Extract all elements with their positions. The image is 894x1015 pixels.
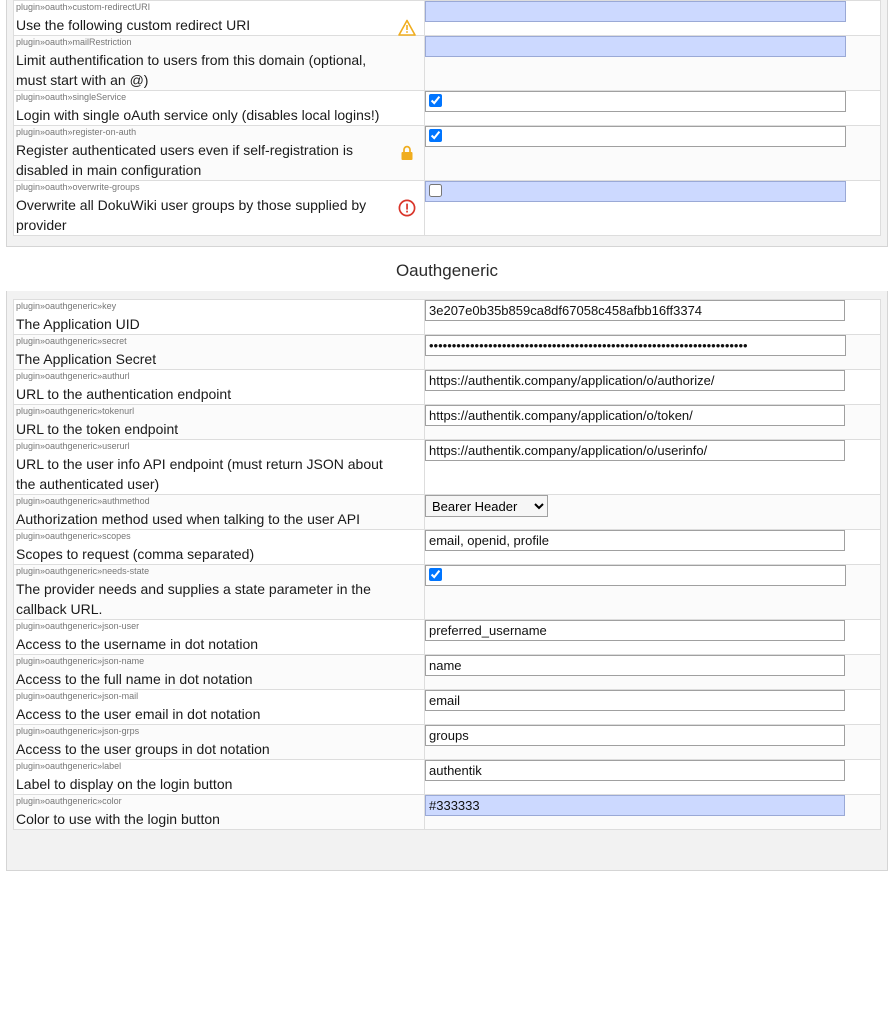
setting-row-tokenurl — [14, 405, 881, 440]
setting-value-cell — [425, 690, 881, 725]
setting-row-scopes — [14, 530, 881, 565]
setting-row-overwrite-groups — [14, 181, 881, 236]
section-title-oauthgeneric: Oauthgeneric — [395, 261, 499, 280]
setting-key: plugin»oauthgeneric»authmethod — [16, 496, 150, 506]
setting-value-cell — [425, 495, 881, 530]
userinfo-url-input[interactable] — [425, 440, 845, 461]
scopes-input[interactable] — [425, 530, 845, 551]
setting-label: The Application Secret — [16, 351, 157, 367]
panel-bottom-spacer — [13, 830, 881, 860]
setting-label-cell — [14, 690, 425, 725]
settings-table-oauth — [13, 0, 881, 236]
settings-table-oauthgeneric — [13, 299, 881, 830]
setting-label-cell — [14, 795, 425, 830]
setting-key: plugin»oauth»custom-redirectURI — [16, 2, 151, 12]
setting-label: URL to the authentication endpoint — [16, 386, 232, 402]
setting-key: plugin»oauth»register-on-auth — [16, 127, 137, 137]
setting-label-cell — [14, 335, 425, 370]
setting-value-cell — [425, 370, 881, 405]
setting-label-cell — [14, 725, 425, 760]
settings-table-body — [14, 300, 881, 830]
setting-row-mailrestriction — [14, 36, 881, 91]
setting-value-cell — [425, 405, 881, 440]
setting-label-cell — [14, 655, 425, 690]
setting-row-authurl — [14, 370, 881, 405]
login-button-label-input[interactable] — [425, 760, 845, 781]
setting-row-userurl — [14, 440, 881, 495]
setting-row-authmethod — [14, 495, 881, 530]
json-grps-input[interactable] — [425, 725, 845, 746]
setting-label-cell — [14, 565, 425, 620]
setting-key: plugin»oauthgeneric»tokenurl — [16, 406, 135, 416]
setting-row-key — [14, 300, 881, 335]
checkbox-container — [425, 565, 846, 586]
setting-label: Authorization method used when talking to the user API — [16, 511, 360, 527]
setting-row-custom-redirecturi — [14, 1, 881, 36]
setting-label-cell — [14, 405, 425, 440]
warning-icon — [398, 19, 416, 37]
setting-row-json-name — [14, 655, 881, 690]
setting-key: plugin»oauthgeneric»json-mail — [16, 691, 139, 701]
setting-value-cell — [425, 36, 881, 91]
setting-row-json-mail — [14, 690, 881, 725]
setting-label-cell — [14, 91, 425, 126]
setting-label: URL to the token endpoint — [16, 421, 179, 437]
setting-label: Login with single oAuth service only (disables local logins!) — [16, 107, 380, 123]
setting-label: Register authenticated users even if self-registration is disabled in main configuration — [16, 142, 353, 178]
setting-label-cell — [14, 530, 425, 565]
setting-label-cell — [14, 440, 425, 495]
setting-row-json-user — [14, 620, 881, 655]
register-on-auth-checkbox[interactable] — [429, 129, 442, 142]
json-name-input[interactable] — [425, 655, 845, 676]
setting-label: The Application UID — [16, 316, 140, 332]
setting-label-cell — [14, 760, 425, 795]
setting-key: plugin»oauthgeneric»json-name — [16, 656, 145, 666]
setting-value-cell — [425, 655, 881, 690]
setting-key: plugin»oauth»overwrite-groups — [16, 182, 140, 192]
authmethod-select[interactable] — [425, 495, 548, 517]
json-mail-input[interactable] — [425, 690, 845, 711]
setting-label: Color to use with the login button — [16, 811, 220, 827]
setting-label-cell — [14, 126, 425, 181]
settings-panel-oauthgeneric — [6, 291, 888, 871]
setting-row-json-grps — [14, 725, 881, 760]
setting-label-cell — [14, 181, 425, 236]
setting-label-cell — [14, 370, 425, 405]
application-secret-input[interactable] — [425, 335, 846, 356]
setting-row-label — [14, 760, 881, 795]
settings-panel-oauth — [6, 0, 888, 247]
setting-key: plugin»oauthgeneric»scopes — [16, 531, 131, 541]
singleservice-checkbox[interactable] — [429, 94, 442, 107]
setting-value-cell — [425, 565, 881, 620]
error-icon — [398, 199, 416, 217]
setting-value-cell — [425, 335, 881, 370]
setting-label: Overwrite all DokuWiki user groups by those supplied by provider — [16, 197, 367, 233]
lock-icon — [398, 144, 416, 162]
setting-label: Limit authentification to users from this domain (optional, must start with an @) — [16, 52, 367, 88]
setting-value-cell — [425, 1, 881, 36]
setting-label-cell — [14, 1, 425, 36]
setting-value-cell — [425, 91, 881, 126]
setting-label: Access to the user groups in dot notation — [16, 741, 270, 757]
setting-value-cell — [425, 181, 881, 236]
setting-key: plugin»oauthgeneric»authurl — [16, 371, 130, 381]
setting-value-cell — [425, 795, 881, 830]
setting-key: plugin»oauthgeneric»needs-state — [16, 566, 150, 576]
setting-key: plugin»oauthgeneric»json-grps — [16, 726, 140, 736]
setting-row-secret — [14, 335, 881, 370]
setting-value-cell — [425, 126, 881, 181]
setting-key: plugin»oauthgeneric»color — [16, 796, 122, 806]
setting-label: Access to the user email in dot notation — [16, 706, 261, 722]
setting-value-cell — [425, 725, 881, 760]
setting-label-cell — [14, 36, 425, 91]
setting-label: Access to the full name in dot notation — [16, 671, 253, 687]
setting-key: plugin»oauthgeneric»label — [16, 761, 122, 771]
setting-key: plugin»oauthgeneric»userurl — [16, 441, 130, 451]
application-uid-input[interactable] — [425, 300, 845, 321]
setting-key: plugin»oauthgeneric»json-user — [16, 621, 140, 631]
setting-key: plugin»oauth»mailRestriction — [16, 37, 132, 47]
setting-row-color — [14, 795, 881, 830]
setting-row-singleservice — [14, 91, 881, 126]
login-button-color-input[interactable] — [425, 795, 845, 816]
token-url-input[interactable] — [425, 405, 845, 426]
setting-label: Label to display on the login button — [16, 776, 233, 792]
settings-table-body — [14, 1, 881, 236]
setting-value-cell — [425, 440, 881, 495]
overwrite-groups-checkbox[interactable] — [429, 184, 442, 197]
json-user-input[interactable] — [425, 620, 845, 641]
setting-label-cell — [14, 495, 425, 530]
setting-value-cell — [425, 620, 881, 655]
setting-key: plugin»oauthgeneric»key — [16, 301, 117, 311]
setting-value-cell — [425, 300, 881, 335]
setting-label: Use the following custom redirect URI — [16, 17, 251, 33]
checkbox-container — [425, 181, 846, 202]
custom-redirecturi-input[interactable] — [425, 1, 846, 22]
setting-row-register-on-auth — [14, 126, 881, 181]
checkbox-container — [425, 126, 846, 147]
setting-row-needs-state — [14, 565, 881, 620]
checkbox-container — [425, 91, 846, 112]
setting-label: Scopes to request (comma separated) — [16, 546, 255, 562]
mailrestriction-input[interactable] — [425, 36, 846, 57]
setting-key: plugin»oauthgeneric»secret — [16, 336, 127, 346]
setting-label-cell — [14, 620, 425, 655]
setting-label: Access to the username in dot notation — [16, 636, 259, 652]
setting-label: URL to the user info API endpoint (must return JSON about the authenticated user) — [16, 456, 383, 492]
setting-label-cell — [14, 300, 425, 335]
setting-key: plugin»oauth»singleService — [16, 92, 127, 102]
setting-label: The provider needs and supplies a state parameter in the callback URL. — [16, 581, 371, 617]
setting-value-cell — [425, 760, 881, 795]
setting-value-cell — [425, 530, 881, 565]
auth-url-input[interactable] — [425, 370, 845, 391]
needs-state-checkbox[interactable] — [429, 568, 442, 581]
